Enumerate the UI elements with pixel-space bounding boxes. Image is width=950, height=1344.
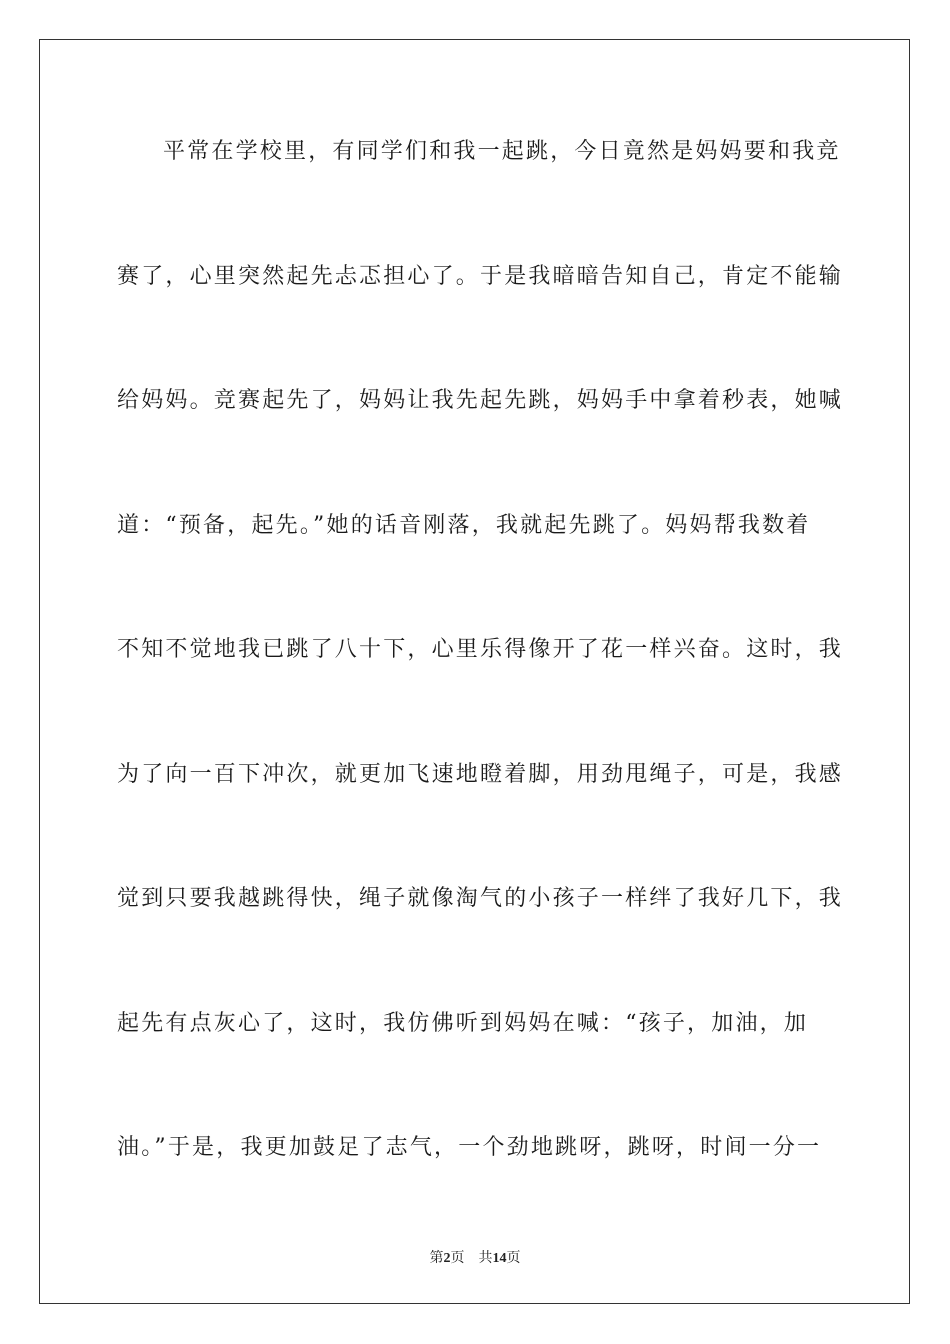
paragraph-line: 道：“预备，起先。”她的话音刚落，我就起先跳了。妈妈帮我数着 — [117, 512, 811, 538]
page-prefix: 第 — [429, 1251, 444, 1266]
paragraph-line: 油。”于是，我更加鼓足了志气，一个劲地跳呀，跳呀，时间一分一 — [117, 1135, 822, 1160]
total-suffix: 页 — [506, 1251, 521, 1266]
paragraph-line: 起先有点灰心了，这时，我仿佛听到妈妈在喊：“孩子，加油，加 — [117, 1010, 809, 1036]
paragraph-line: 不知不觉地我已跳了八十下，心里乐得像开了花一样兴奋。这时，我 — [117, 637, 844, 662]
paragraph-line: 为了向一百下冲次，就更加飞速地瞪着脚，用劲甩绳子，可是，我感 — [117, 761, 844, 787]
total-prefix: 共 — [478, 1251, 493, 1266]
paragraph-line: 平常在学校里，有同学们和我一起跳，今日竟然是妈妈要和我竞 — [163, 139, 841, 164]
document-body — [117, 128, 844, 1249]
page-footer — [0, 1247, 950, 1267]
paragraph-line: 觉到只要我越跳得快，绳子就像淘气的小孩子一样绊了我好几下，我 — [117, 886, 844, 911]
total-pages: 14 — [492, 1251, 507, 1266]
page-number: 2 — [443, 1251, 451, 1266]
paragraph-line: 赛了，心里突然起先忐忑担心了。于是我暗暗告知自己，肯定不能输 — [117, 263, 844, 289]
paragraph-line: 给妈妈。竞赛起先了，妈妈让我先起先跳，妈妈手中拿着秒表，她喊 — [117, 388, 844, 413]
page-suffix: 页 — [450, 1251, 465, 1266]
